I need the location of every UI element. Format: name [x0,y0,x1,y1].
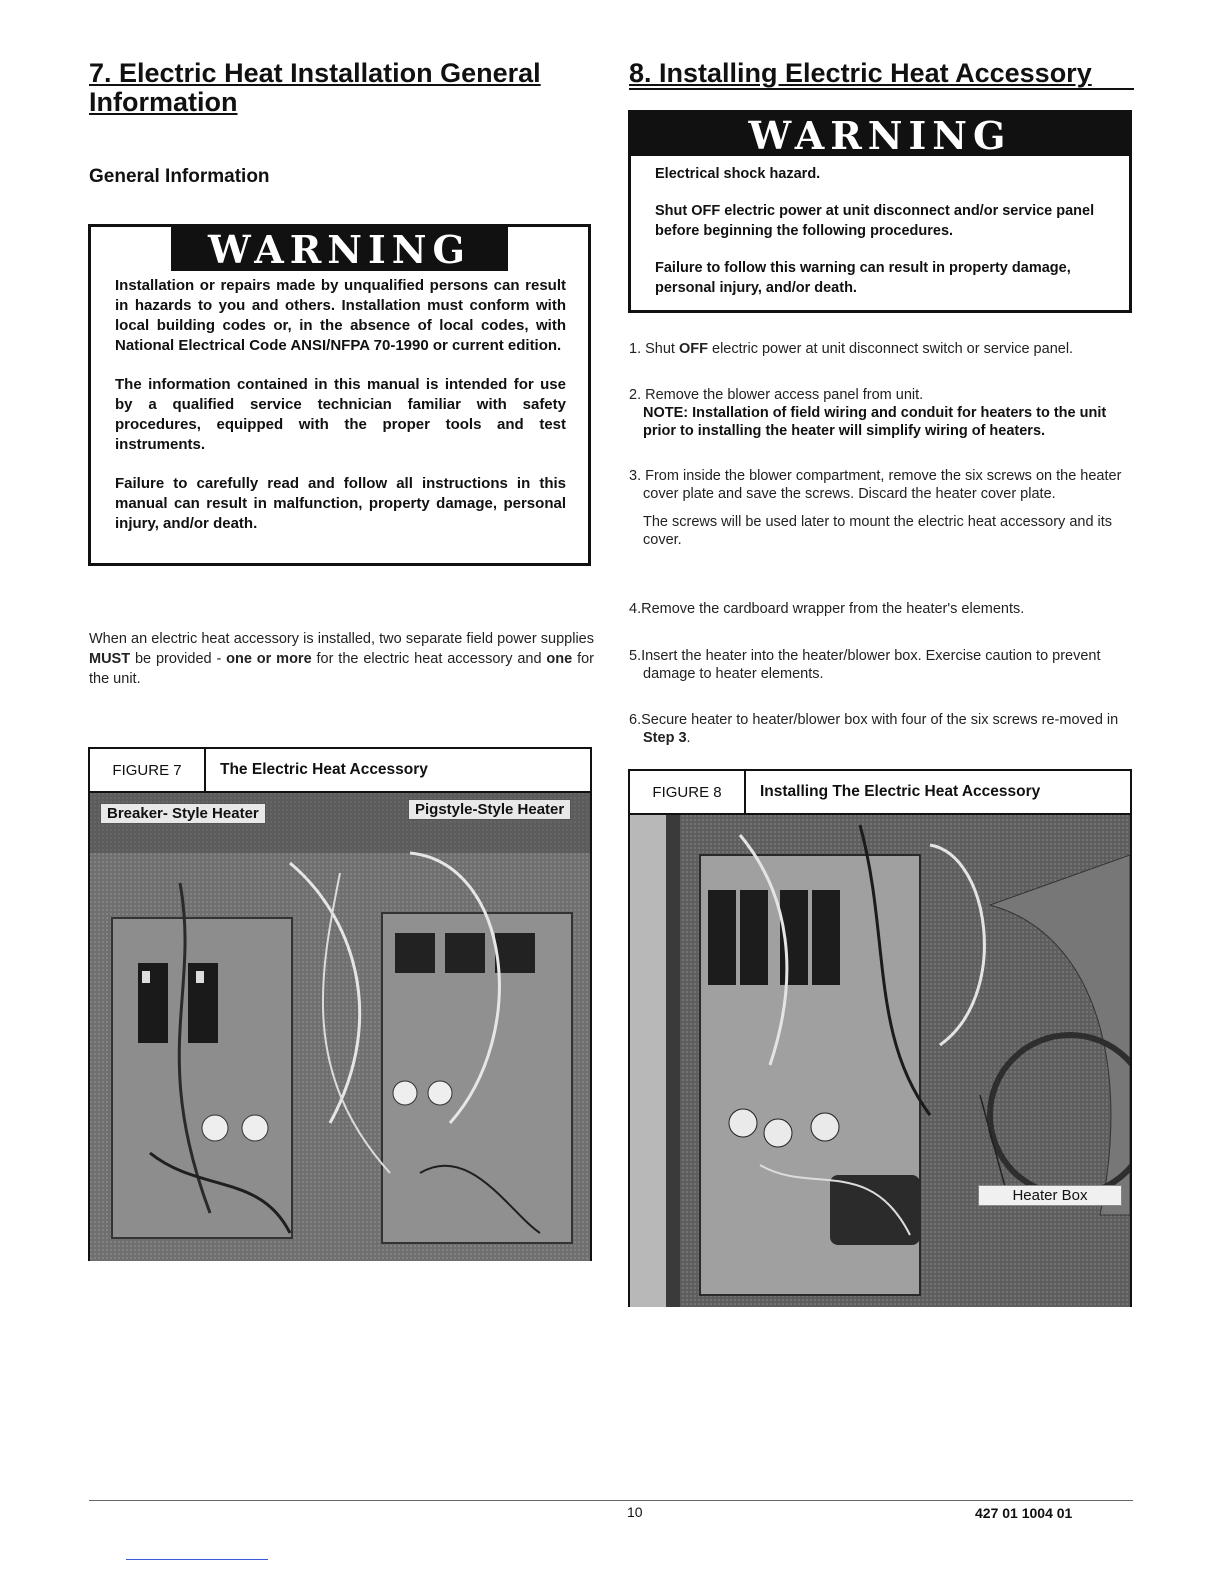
power-supply-paragraph: When an electric heat accessory is installed, two separate field power supplies MUST be provided - one or more for the electric heat accessory and one for the unit. [89,631,594,687]
warning-text [631,156,1129,298]
step-6: 6.Secure heater to heater/blower box with four of the six screws re-moved in Step 3. [629,712,1119,746]
section-7-heading: 7. Electric Heat Installation General Information [89,58,541,117]
figure-7 [88,747,592,1261]
footer-rule [89,1500,1133,1501]
document-number: 427 01 1004 01 [975,1505,1073,1521]
warning-paragraph: Installation or repairs made by unqualified persons can result in hazards to you and others. Installation must conform with local building codes or, in the absence of local codes, with National Electrical Code ANSI/NFPA 70-1990 or current edition. [115,277,566,354]
warning-paragraph: Failure to follow this warning can result in property damage, personal injury, and/or death. [655,260,1071,296]
heater-photo-illustration [90,793,590,1261]
step-2: 2. Remove the blower access panel from unit. NOTE: Installation of field wiring and conduit for heaters to the unit prior to installing the heater will simplify wiring of heaters. [629,386,1134,440]
figure-7-header [90,749,590,793]
page-number: 10 [627,1504,643,1520]
step-3-extra: The screws will be used later to mount the electric heat accessory and its cover. [643,514,1113,548]
warning-paragraph: Failure to carefully read and follow all instructions in this manual can result in malfunction, property damage, personal injury, and/or death. [115,475,566,532]
figure-8-label: FIGURE 8 [630,771,746,813]
bottom-link-rule [126,1559,268,1560]
figure-7-title: The Electric Heat Accessory [220,761,428,778]
figure-7-photo [90,793,590,1261]
heater-box-callout: Heater Box [978,1185,1122,1206]
step-2-note: NOTE: Installation of field wiring and conduit for heaters to the unit prior to installing the heater will simplify wiring of heaters. [643,405,1107,439]
warning-box-general [88,224,591,566]
warning-paragraph: The information contained in this manual is intended for use by a qualified service technician familiar with safety procedures, equipped with the proper tools and test instruments. [115,376,566,453]
step-4: 4.Remove the cardboard wrapper from the heater's elements. [629,601,1025,617]
figure-7-label: FIGURE 7 [90,749,206,791]
warning-banner: WARNING [631,113,1129,156]
warning-paragraph: Shut OFF electric power at unit disconnect and/or service panel before beginning the following procedures. [655,203,1095,239]
warning-text [91,271,588,534]
section-8-heading: 8. Installing Electric Heat Accessory [629,59,1134,90]
warning-banner: WARNING [171,227,508,271]
figure-8-title: Installing The Electric Heat Accessory [760,783,1041,800]
step-5: 5.Insert the heater into the heater/blower box. Exercise caution to prevent damage to heater elements. [629,648,1101,682]
pigstyle-style-callout: Pigstyle-Style Heater [408,799,571,820]
step-3: 3. From inside the blower compartment, remove the six screws on the heater cover plate and save the screws. Discard the heater cover plate. The screws will be used later to mount the electric heat accessory and its cover. [629,467,1134,549]
breaker-style-callout: Breaker- Style Heater [100,803,266,824]
warning-paragraph: Electrical shock hazard. [655,166,821,182]
general-info-subheading: General Information [89,166,270,187]
warning-box-shock [628,110,1132,313]
figure-8-header [630,771,1130,815]
heater-box-photo-illustration [630,815,1130,1307]
step-1: 1. Shut OFF electric power at unit disconnect switch or service panel. [629,341,1074,357]
figure-8-photo [630,815,1130,1307]
figure-8 [628,769,1132,1307]
